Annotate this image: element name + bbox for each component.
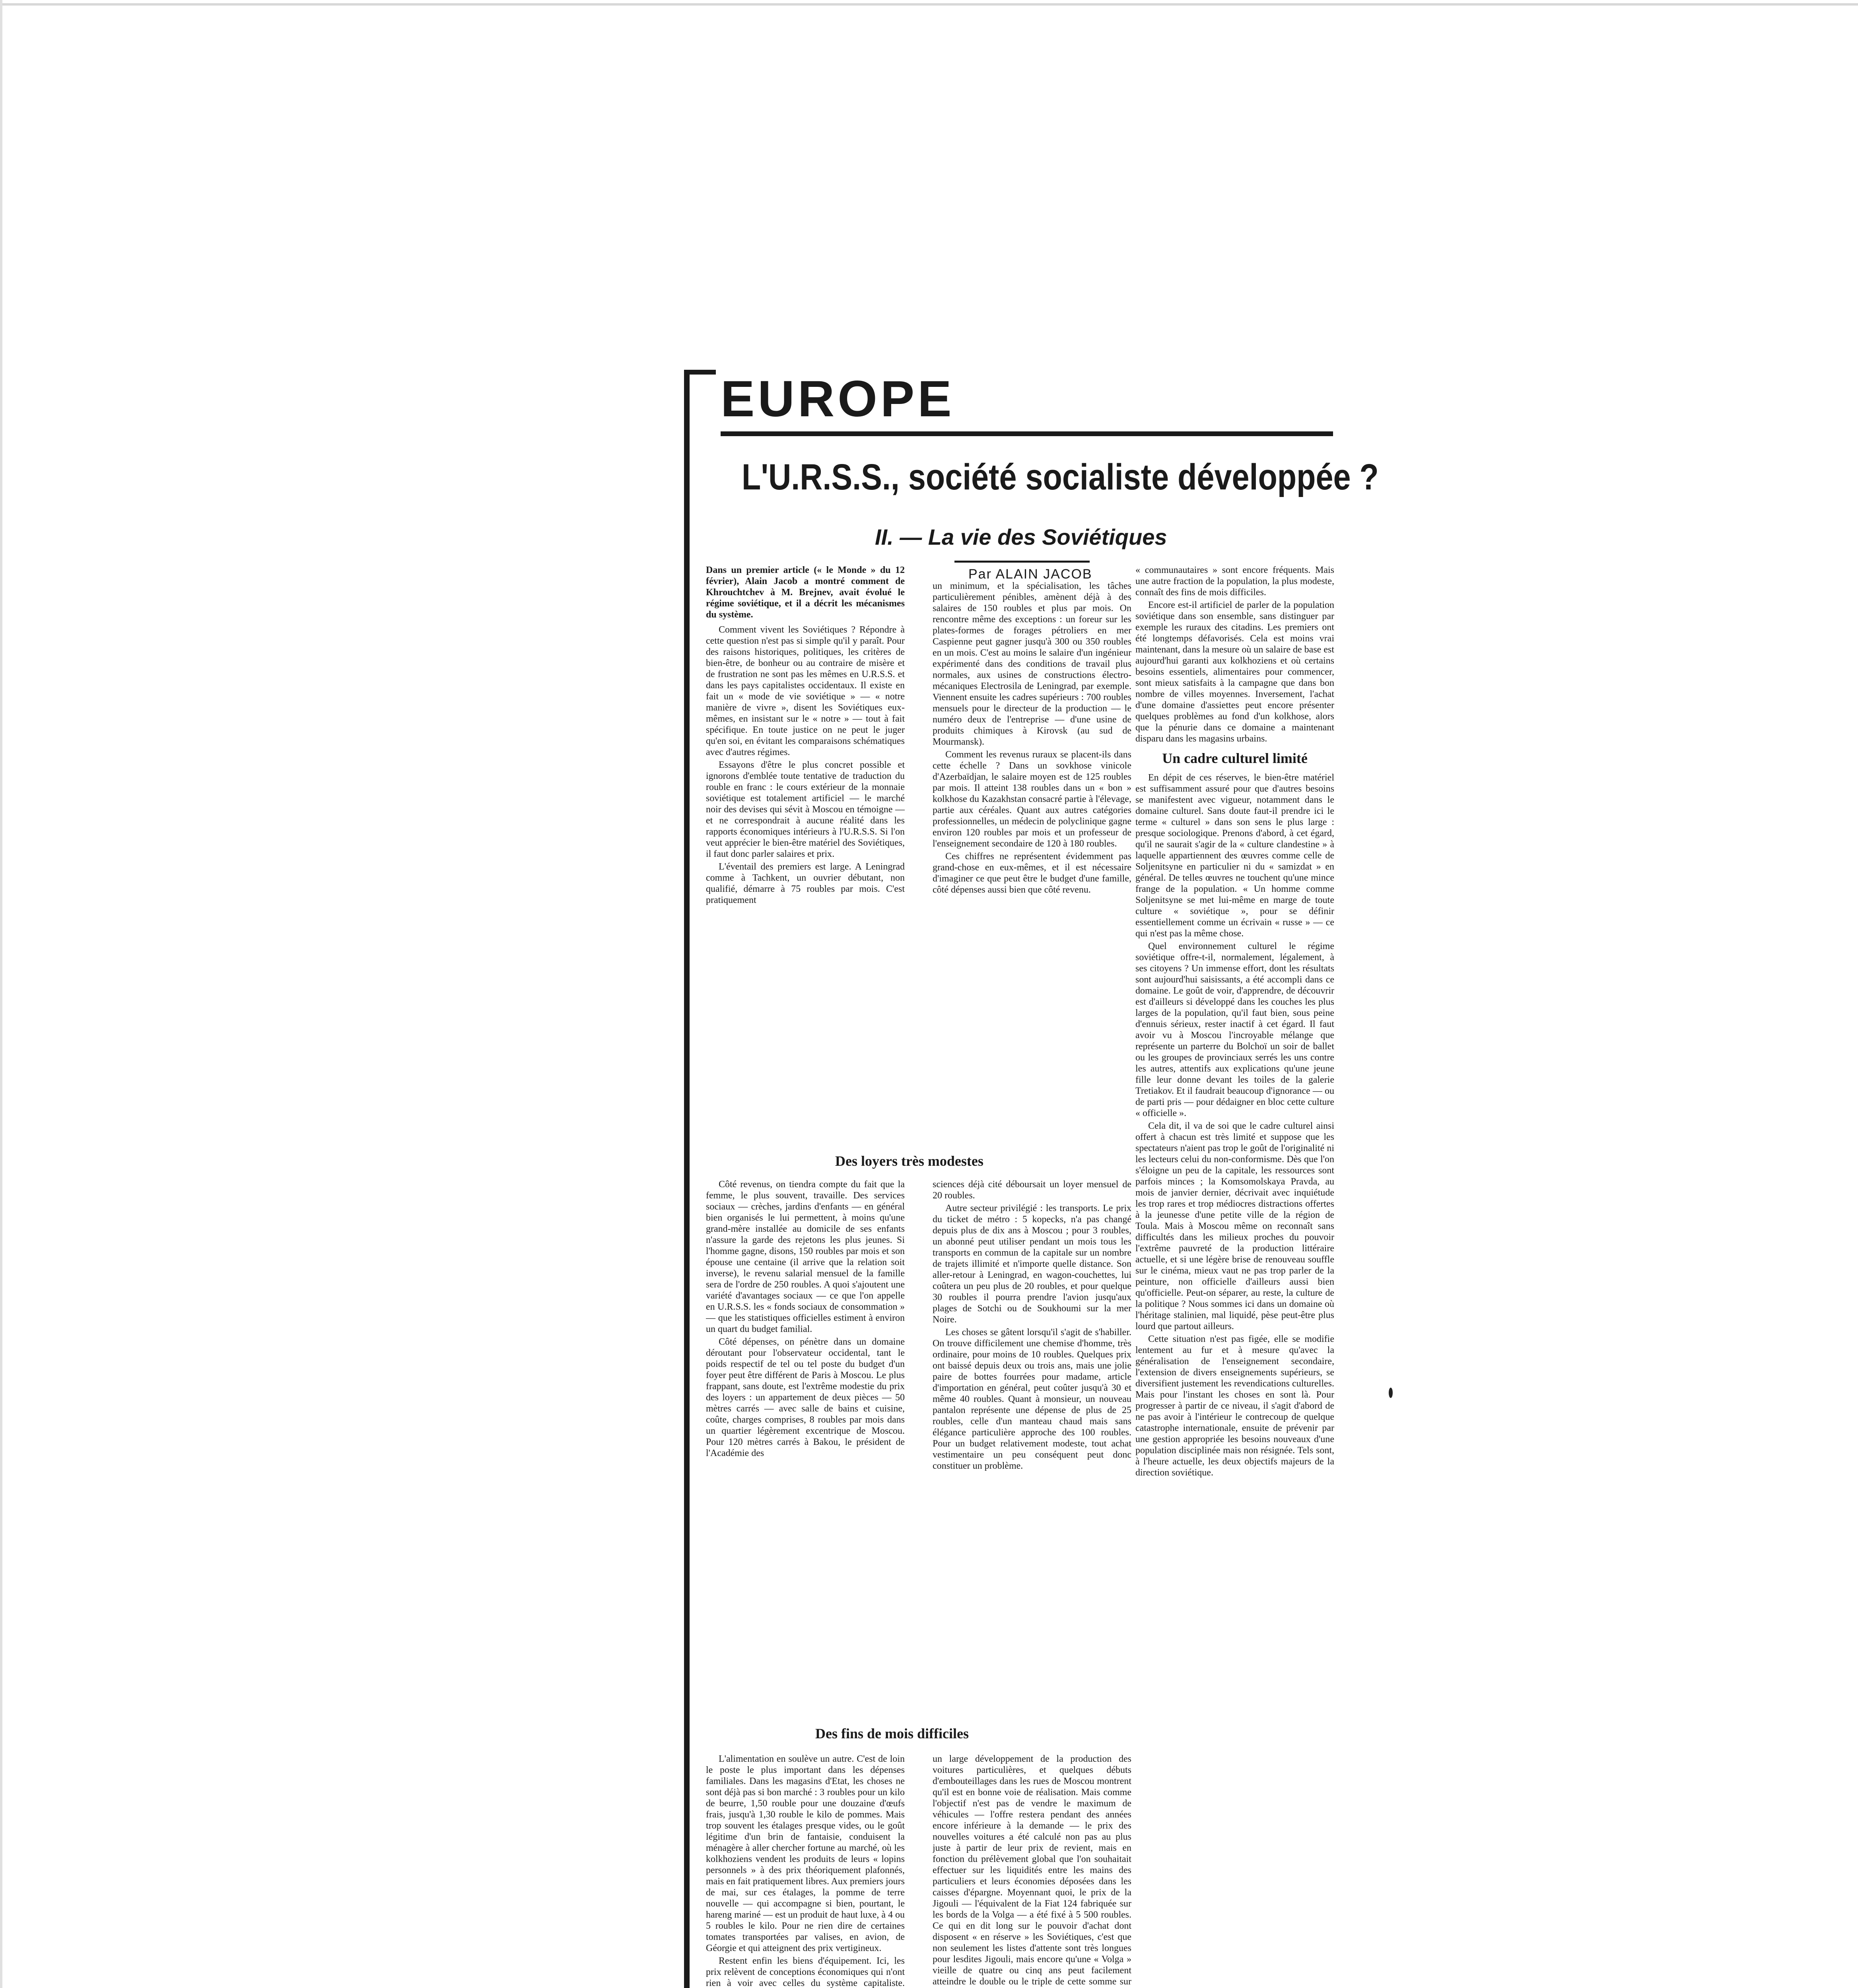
paragraph: En dépit de ces réserves, le bien-être matériel est suffisamment assuré pour que d'autres besoins se manifestent avec vigueur, notamment dans le domaine culturel. Sans doute faut-il prendre ici le terme « culturel » dans son sens le plus large : presque sociologique. Prenons d'abord, à cet égard, qu'il ne saurait s'agir de la « culture clandestine » à laquelle appartiennent des œuvres comme celle de Soljenitsyne en particulier ni du « samizdat » en général. De telles œuvres ne touchent qu'une mince frange de la population. « Un homme comme Soljenitsyne se met lui-même en marge de toute culture « soviétique », pour se définir essentiellement comme un écrivain « russe » — ce qui n'est pas la même chose. (1135, 773, 1334, 939)
paragraph: sciences déjà cité déboursait un loyer mensuel de 20 roubles. (933, 1179, 1131, 1201)
text-column-6 (706, 1753, 905, 1988)
paragraph: Ces chiffres ne représentent évidemment pas grand-chose en eux-mêmes, et il est nécessaire d'imaginer ce que peut être le budget d'une famille, côté dépenses aussi bien que côté revenu. (933, 851, 1131, 895)
text-column-7 (933, 1753, 1131, 1988)
paragraph: Cette situation n'est pas figée, elle se modifie lentement au fur et à mesure qu'avec la généralisation de l'enseignement secondaire, l'extension de divers enseignements supérieurs, se diversifient justement les revendications culturelles. Mais pour l'instant les choses en sont là. Pour progresser à partir de ce niveau, il s'agit d'abord de ne pas avoir à l'intérieur le contrecoup de quelque catastrophe internationale, ensuite de prévenir par une gestion appropriée les besoins nouveaux d'une population disciplinée mais non résignée. Tels sont, à l'heure actuelle, les deux objectifs majeurs de la direction soviétique. (1135, 1334, 1334, 1478)
paragraph: Les choses se gâtent lorsqu'il s'agit de s'habiller. On trouve difficilement une chemise d'homme, très ordinaire, pour moins de 10 roubles. Quelques prix ont baissé depuis deux ou trois ans, mais une jolie paire de bottes fourrées pour madame, article d'importation en général, peut coûter jusqu'à 30 et même 40 roubles. Quant à monsieur, un nouveau pantalon représente une dépense de plus de 25 roubles, celle d'un manteau chaud mais sans élégance particulière approche des 100 roubles. Pour un budget relativement modeste, tout achat vestimentaire un peu conséquent peut donc constituer un problème. (933, 1327, 1131, 1471)
article-subhead: II. — La vie des Soviétiques (875, 524, 1167, 549)
subheading-loyers: Des loyers très modestes (835, 1153, 983, 1169)
article-byline: Par ALAIN JACOB (968, 567, 1092, 582)
text-column-1 (706, 565, 905, 1137)
paragraph: L'alimentation en soulève un autre. C'est de loin le poste le plus important dans les dépenses familiales. Dans les magasins d'Etat, les choses ne sont déjà pas si bon marché : 3 roubles pour un kilo de beurre, 1,50 rouble pour une douzaine d'œufs frais, jusqu'à 1,30 rouble le kilo de pommes. Mais trop souvent les étalages presque vides, ou le goût légitime d'un brin de fantaisie, conduisent la ménagère à aller chercher fortune au marché, où les kolkhoziens vendent les produits de leurs « lopins personnels » à des prix théoriquement plafonnés, mais en fait pratiquement libres. Aux premiers jours de mai, sur ces étalages, la pomme de terre nouvelle — qui accompagne si bien, pourtant, le hareng mariné — est un produit de haut luxe, à 4 ou 5 roubles le kilo. Pour ne rien dire de certaines tomates transportées par valises, en avion, de Géorgie et qui atteignent des prix vertigineux. (706, 1754, 905, 1953)
byline-rule (954, 561, 1090, 563)
text-column-5 (933, 1179, 1131, 1716)
paragraph: Encore est-il artificiel de parler de la population soviétique dans son ensemble, sans distinguer par exemple les ruraux des citadins. Les premiers ont été longtemps défavorisés. Cela est moins vrai maintenant, dans la mesure où un salaire de base est aujourd'hui garanti aux kolkhoziens et où certains besoins essentiels, alimentaires pour commencer, sont mieux satisfaits à la campagne que dans bon nombre de villes moyennes. Inversement, l'achat d'une domaine d'assiettes peut encore présenter quelques problèmes au fond d'un kolkhose, alors que la pénurie dans ce domaine a maintenant disparu dans les magasins urbains. (1135, 600, 1334, 744)
section-rule (721, 431, 1333, 436)
text-column-2 (933, 580, 1131, 1137)
lede-text: Dans un premier article (« le Monde » du 12 février), Alain Jacob a montré comment de Khrouchtchev à M. Brejnev, avait évolué le régime soviétique, et il a décrit les mécanismes du système. (706, 565, 905, 620)
column-frame-tick (684, 370, 716, 375)
lede-paragraph (706, 565, 905, 620)
text-column-3 (1135, 565, 1334, 1988)
paragraph: L'éventail des premiers est large. A Leningrad comme à Tachkent, un ouvrier débutant, non qualifié, démarre à 75 roubles par mois. C'est pratiquement (706, 862, 905, 905)
paragraph: Comment les revenus ruraux se placent-ils dans cette échelle ? Dans un sovkhose vinicole d'Azerbaïdjan, le salaire moyen est de 125 roubles par mois. Il atteint 138 roubles dans un « bon » kolkhose du Kazakhstan consacré partie à l'élevage, partie aux céréales. Quant aux autres catégories professionnelles, un médecin de polyclinique gagne environ 120 roubles par mois et un professeur de l'enseignement secondaire de 120 à 180 roubles. (933, 749, 1131, 849)
paragraph: Quel environnement culturel le régime soviétique offre-t-il, normalement, légalement, à ses citoyens ? Un immense effort, dont les résultats sont aujourd'hui saisissants, a été accompli dans ce domaine. Le goût de voir, d'apprendre, de découvrir est d'ailleurs si développé dans les couches les plus larges de la population, qu'il faut bien, sous peine d'ennuis sérieux, rester inactif à cet égard. Il faut avoir vu à Moscou l'incroyable mélange que représente un parterre du Bolchoï un soir de ballet ou les groupes de provinciaux serrés les uns contre les autres, attentifs aux explications qu'une jeune fille leur donne devant les toiles de la galerie Tretiakov. Et il faudrait beaucoup d'ignorance — ou de parti pris — pour dédaigner en bloc cette culture « officielle ». (1135, 941, 1334, 1118)
subheading-fins-de-mois: Des fins de mois difficiles (815, 1726, 969, 1741)
section-heading: EUROPE (721, 371, 955, 427)
paragraph: Autre secteur privilégié : les transports. Le prix du ticket de métro : 5 kopecks, n'a pas changé depuis plus de dix ans à Moscou ; pour 3 roubles, un abonné peut utiliser pendant un mois tous les transports en commun de la capitale sur un nombre de trajets illimité et n'importe quelle distance. Son aller-retour à Leningrad, en wagon-couchettes, lui coûtera un peu plus de 20 roubles, et pour quelque 30 roubles il pourra prendre l'avion jusqu'aux plages de Sotchi ou de Soukhoumi sur la mer Noire. (933, 1203, 1131, 1325)
scan-speck (1389, 1388, 1393, 1398)
paragraph: Essayons d'être le plus concret possible et ignorons d'emblée toute tentative de traduction du rouble en franc : le cours extérieur de la monnaie soviétique est totalement artificiel — le marché noir des devises qui sévit à Moscou en témoigne — et ne correspondrait à aucune réalité dans les rapports économiques intérieurs à l'U.R.S.S. Si l'on veut apprécier le bien-être matériel des Soviétiques, il faut donc parler salaires et prix. (706, 760, 905, 859)
paragraph: Côté dépenses, on pénètre dans un domaine déroutant pour l'observateur occidental, tant le poids respectif de tel ou tel poste du budget d'un foyer peut être différent de Paris à Moscou. Le plus frappant, sans doute, est l'extrême modestie du prix des loyers : un appartement de deux pièces — 50 mètres carrés — avec salle de bains et cuisine, coûte, charges comprises, 8 roubles par mois dans un quartier légèrement excentrique de Moscou. Pour 120 mètres carrés à Bakou, le président de l'Académie des (706, 1337, 905, 1458)
paragraph: « communautaires » sont encore fréquents. Mais une autre fraction de la population, la plus modeste, connaît des fins de mois difficiles. (1135, 565, 1334, 598)
text-column-4 (706, 1179, 905, 1716)
scan-left-edge (0, 0, 2, 1988)
paragraph: un large développement de la production des voitures particulières, et quelques débuts d'embouteillages dans les rues de Moscou montrent qu'il est en bonne voie de réalisation. Mais comme l'objectif n'est pas de vendre le maximum de véhicules — l'offre restera pendant des années encore inférieure à la demande — le prix des nouvelles voitures a été calculé non pas au plus juste à partir de leur prix de revient, mais en fonction du prélèvement global que l'on souhaitait effectuer sur les liquidités entre les mains des particuliers et leurs économies déposées dans les caisses d'épargne. Moyennant quoi, le prix de la Jigouli — l'équivalent de la Fiat 124 fabriquée sur les bords de la Volga — a été fixé à 5 500 roubles. Ce qui en dit long sur le pouvoir d'achat dont disposent « en réserve » les Soviétiques, c'est que non seulement les listes d'attente sont très longues pour lesdites Jigouli, mais encore qu'une « Volga » vieille de quatre ou cinq ans peut facilement atteindre le double ou le triple de cette somme sur (933, 1754, 1131, 1987)
article-headline: L'U.R.S.S., société socialiste développée ? (742, 457, 1379, 497)
column-frame-bar (684, 370, 690, 1988)
paragraph: Cela dit, il va de soi que le cadre culturel ainsi offert à chacun est très limité et suppose que les spectateurs n'aient pas trop le goût de l'originalité ni les lecteurs celui du non-conformisme. Dès que l'on s'éloigne un peu de la capitale, les ressources sont parfois minces ; la Komsomolskaya Pravda, au mois de janvier dernier, décrivait avec inquiétude les trop rares et trop médiocres distractions offertes à la jeunesse d'une petite ville de la région de Toula. Mais à Moscou même on reconnaît sans difficultés dans les milieux proches du pouvoir l'extrême pauvreté de la production littéraire actuelle, et si une légère brise de renouveau souffle sur le cinéma, mieux vaut ne pas trop parler de la peinture, non officielle d'ailleurs aussi bien qu'officielle. Peut-on séparer, au reste, la culture de la politique ? Nous sommes ici dans un domaine où l'héritage stalinien, mal liquidé, pèse peut-être plus lourd que partout ailleurs. (1135, 1121, 1334, 1332)
paragraph: Comment vivent les Soviétiques ? Répondre à cette question n'est pas si simple qu'il y paraît. Pour des raisons historiques, politiques, les critères de bien-être, de bonheur ou au contraire de misère et de frustration ne sont pas les mêmes en U.R.S.S. et dans les pays capitalistes occidentaux. Il existe en fait un « mode de vie soviétique » — « notre manière de vivre », disent les Soviétiques eux-mêmes, en insistant sur le « notre » — tout à fait spécifique. En toute justice on ne peut le juger qu'en soi, en évitant les comparaisons schématiques avec d'autres régimes. (706, 625, 905, 757)
paragraph: un minimum, et la spécialisation, les tâches particulièrement pénibles, amènent déjà à des salaires de 150 roubles et plus par mois. On rencontre même des exceptions : un foreur sur les plates-formes de forages pétroliers en mer Caspienne peut gagner jusqu'à 300 ou 350 roubles en un mois. C'est au moins le salaire d'un ingénieur expérimenté dans des conditions de travail plus normales, aux usines de constructions électro-mécaniques Electrosila de Leningrad, par exemple. Viennent ensuite les cadres supérieurs : 700 roubles mensuels pour le directeur de la production — le numéro deux de l'entreprise — d'une usine de produits chimiques à Kirovsk (au sud de Mourmansk). (933, 581, 1131, 747)
paragraph: Restent enfin les biens d'équipement. Ici, les prix relèvent de conceptions économiques qui n'ont rien à voir avec celles du système capitaliste. (706, 1956, 905, 1988)
scan-top-edge (0, 3, 1858, 6)
paragraph: Côté revenus, on tiendra compte du fait que la femme, le plus souvent, travaille. Des services sociaux — crèches, jardins d'enfants — en général bien organisés le lui permettent, à moins qu'une grand-mère installée au domicile de ses enfants n'assure la garde des rejetons les plus jeunes. Si l'homme gagne, disons, 150 roubles par mois et son épouse une centaine (il arrive que la relation soit inverse), le revenu salarial mensuel de la famille sera de l'ordre de 250 roubles. A quoi s'ajoutent une variété d'avantages sociaux — ce que l'on appelle en U.R.S.S. les « fonds sociaux de consommation » — que les statistiques officielles estiment à environ un quart du budget familial. (706, 1179, 905, 1334)
column-subheading-cadre: Un cadre culturel limité (1162, 750, 1308, 766)
